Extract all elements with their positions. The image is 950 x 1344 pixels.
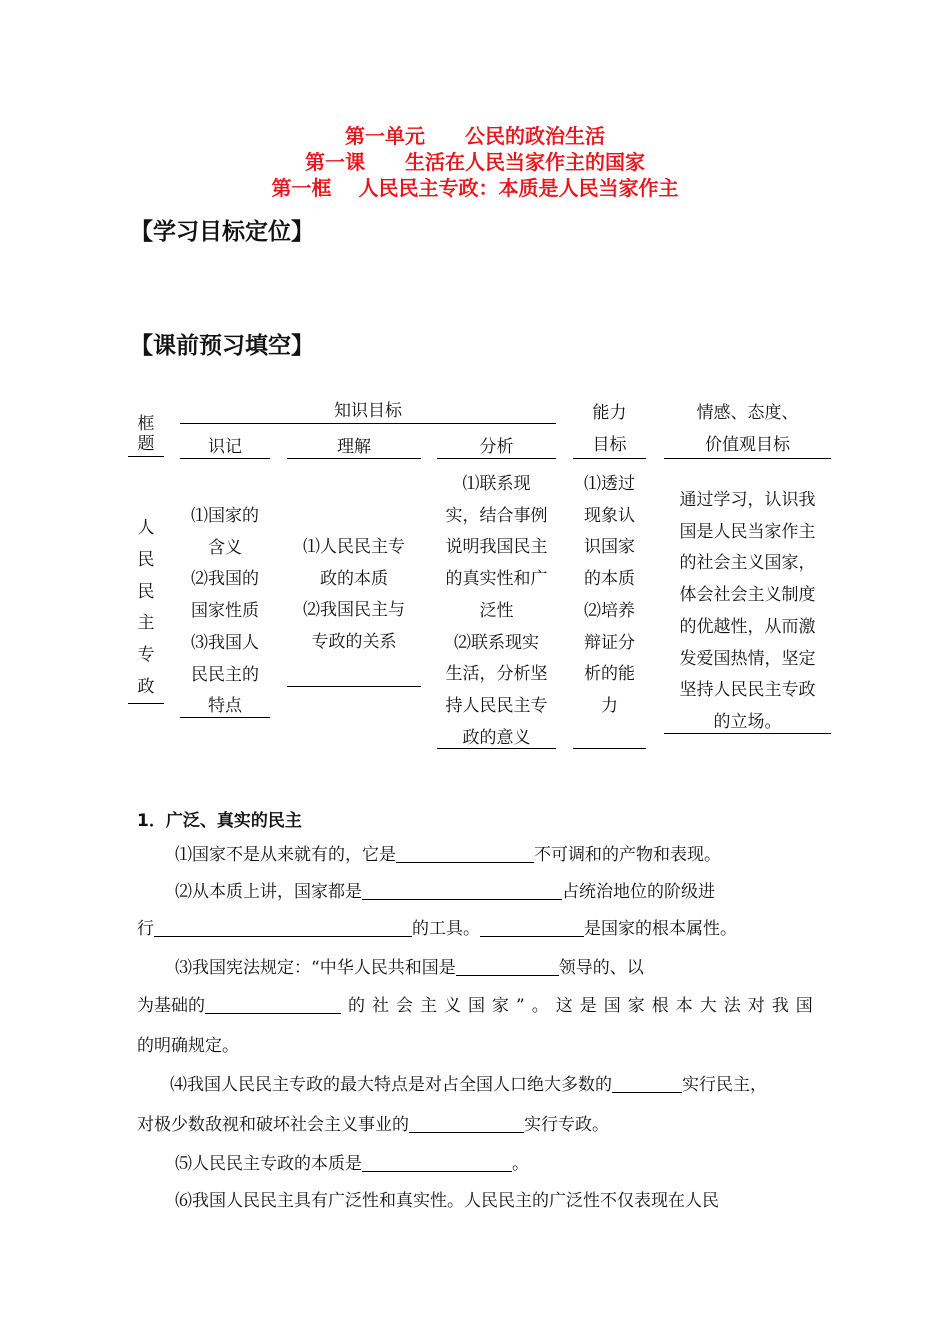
- emotion-line: 国是人民当家作主: [679, 521, 816, 542]
- spread-char: 对: [747, 996, 765, 1016]
- header-understand: 理解: [337, 437, 371, 457]
- spread-char: 国: [603, 996, 621, 1016]
- text: 不可调和的产物和表现。: [534, 845, 721, 865]
- spread-char: 本: [675, 996, 693, 1016]
- frame-title-char: 专: [137, 645, 155, 666]
- paragraph-3: [175, 957, 644, 979]
- header-emotion-2: 价值观目标: [705, 435, 790, 455]
- understand-line: ⑵我国民主与: [303, 600, 405, 621]
- spread-char: 家: [627, 996, 645, 1016]
- rule: [180, 423, 556, 424]
- row-frame-title: [131, 513, 161, 704]
- spread-char: 大: [699, 996, 717, 1016]
- ability-line: 的本质: [584, 569, 635, 590]
- analyze-line: 说明我国民主: [445, 537, 548, 558]
- ability-line: 析的能: [584, 664, 635, 685]
- rule: [437, 458, 556, 459]
- text: ⑵从本质上讲，国家都是: [175, 882, 362, 902]
- spread-char: 。: [531, 996, 549, 1016]
- text: ⑶我国宪法规定：“中华人民共和国是: [175, 958, 456, 978]
- ability-line: ⑴透过: [584, 474, 635, 494]
- heading-broad-real-democracy: 1．广泛、真实的民主: [137, 811, 302, 831]
- emotion-line: 发爱国热情，坚定: [679, 648, 816, 669]
- emotion-line: 的优越性，从而激: [679, 616, 816, 637]
- paragraph-3-end: 的明确规定。: [137, 1036, 239, 1056]
- text: 行: [137, 919, 154, 939]
- header-ability-1: 能力: [592, 403, 627, 423]
- ability-line: 现象认: [584, 505, 635, 526]
- header-frame-col: 框题: [137, 414, 155, 454]
- analyze-line: 泛性: [479, 600, 514, 621]
- memorize-line: 特点: [208, 696, 242, 717]
- frame-title-char: 人: [137, 518, 155, 538]
- rule: [573, 748, 646, 749]
- ability-line: ⑵培养: [584, 600, 635, 621]
- header-emotion-1: 情感、态度、: [696, 403, 799, 423]
- rule: [664, 458, 831, 459]
- emotion-line: 体会社会主义制度: [679, 585, 816, 606]
- text: 。: [512, 1154, 529, 1174]
- section-goals: 【学习目标定位】: [130, 219, 314, 245]
- paragraph-5: [175, 1153, 529, 1175]
- text-with-blank: [137, 995, 341, 1017]
- paragraph-2-cont: [137, 918, 737, 940]
- frame-title: 第一框 人民民主专政：本质是人民当家作主: [271, 176, 679, 200]
- paragraph-4-cont: [137, 1114, 609, 1136]
- frame-title-char: 政: [137, 676, 155, 697]
- memorize-line: 民民主的: [191, 664, 259, 685]
- spread-char: 社: [372, 996, 389, 1016]
- fill-blank[interactable]: [362, 881, 562, 900]
- spread-char: 这: [555, 996, 573, 1016]
- ability-line: 力: [601, 695, 618, 716]
- spread-char: 家: [492, 996, 509, 1016]
- cell-memorize: [180, 501, 270, 723]
- spread-char: 会: [396, 996, 413, 1016]
- frame-title-char: 民: [137, 549, 155, 570]
- cell-emotion: [664, 485, 831, 739]
- memorize-line: ⑶我国人: [191, 632, 259, 653]
- understand-line: 专政的关系: [311, 632, 397, 653]
- text: 为基础的: [137, 996, 205, 1016]
- analyze-line: ⑵联系现实: [454, 632, 539, 653]
- spread-char: 国: [795, 996, 813, 1016]
- text: 实行民主，: [682, 1075, 767, 1095]
- spread-char: 国: [468, 996, 485, 1016]
- spread-char: 法: [723, 996, 741, 1016]
- spread-char: 根: [651, 996, 669, 1016]
- cell-understand: [287, 532, 421, 659]
- spread-char: 的: [348, 996, 365, 1016]
- fill-blank[interactable]: [362, 1153, 512, 1172]
- fill-blank[interactable]: [409, 1114, 524, 1133]
- rule: [180, 717, 270, 718]
- memorize-line: 含义: [208, 537, 242, 558]
- paragraph-3-cont: [137, 995, 813, 1017]
- text: 是国家的根本属性。: [584, 919, 737, 939]
- rule: [437, 748, 556, 749]
- unit-title: 第一单元 公民的政治生活: [345, 124, 605, 148]
- spread-char: 我: [771, 996, 789, 1016]
- fill-blank[interactable]: [480, 918, 584, 937]
- paragraph-6: ⑹我国人民民主具有广泛性和真实性。人民民主的广泛性不仅表现在人民: [175, 1191, 719, 1211]
- rule: [180, 458, 270, 459]
- rule: [287, 458, 421, 459]
- emotion-line: 坚持人民民主专政: [679, 680, 816, 701]
- rule: [287, 686, 421, 687]
- header-knowledge: 知识目标: [334, 401, 402, 421]
- paragraph-2: [175, 881, 715, 903]
- header-analyze: 分析: [479, 437, 514, 457]
- paragraph-4: [170, 1074, 767, 1096]
- memorize-line: 国家性质: [191, 601, 259, 622]
- ability-line: 辩证分: [584, 632, 635, 653]
- emotion-line: 的立场。: [713, 711, 782, 732]
- analyze-line: 实，结合事例: [445, 505, 548, 526]
- paragraph-1: [175, 844, 721, 866]
- spread-char: 主: [420, 996, 437, 1016]
- text: 的工具。: [412, 919, 480, 939]
- analyze-line: 生活，分析坚: [445, 664, 548, 685]
- ability-line: 识国家: [584, 537, 635, 558]
- cell-ability: [573, 469, 646, 723]
- spread-char: 是: [579, 996, 597, 1016]
- fill-blank[interactable]: [205, 995, 341, 1014]
- fill-blank[interactable]: [154, 918, 412, 937]
- text: 占统治地位的阶级进: [562, 882, 715, 902]
- spread-char: 义: [444, 996, 461, 1016]
- text: 实行专政。: [524, 1115, 609, 1135]
- analyze-line: 政的意义: [462, 727, 531, 748]
- cell-analyze: [437, 469, 556, 754]
- text: ⑸人民民主专政的本质是: [175, 1154, 362, 1174]
- spread-char: ”: [516, 996, 525, 1016]
- rule: [128, 456, 164, 457]
- text: 对极少数敌视和破坏社会主义事业的: [137, 1115, 409, 1135]
- section-preview: 【课前预习填空】: [130, 333, 314, 359]
- understand-line: 政的本质: [320, 568, 388, 589]
- header-memorize: 识记: [208, 437, 242, 457]
- text: 领导的、以: [558, 958, 644, 978]
- rule: [664, 733, 831, 734]
- fill-blank[interactable]: [612, 1074, 682, 1093]
- frame-title-char: 主: [137, 613, 155, 634]
- text: ⑴国家不是从来就有的，它是: [175, 845, 396, 865]
- memorize-line: ⑴国家的: [191, 506, 259, 526]
- header-ability-2: 目标: [592, 435, 627, 455]
- emotion-line: 的社会主义国家，: [679, 553, 816, 574]
- analyze-line: 持人民民主专: [445, 695, 548, 716]
- frame-title-char: 民: [137, 581, 155, 602]
- understand-line: ⑴人民民主专: [303, 537, 405, 557]
- lesson-title: 第一课 生活在人民当家作主的国家: [305, 150, 645, 174]
- rule: [128, 703, 164, 704]
- fill-blank[interactable]: [396, 844, 534, 863]
- fill-blank[interactable]: [456, 957, 559, 976]
- text: ⑷我国人民民主专政的最大特点是对占全国人口绝大多数的: [170, 1075, 612, 1095]
- analyze-line: ⑴联系现: [462, 474, 531, 494]
- rule: [573, 458, 646, 459]
- memorize-line: ⑵我国的: [191, 569, 259, 590]
- emotion-line: 通过学习，认识我: [679, 490, 816, 510]
- analyze-line: 的真实性和广: [445, 569, 548, 590]
